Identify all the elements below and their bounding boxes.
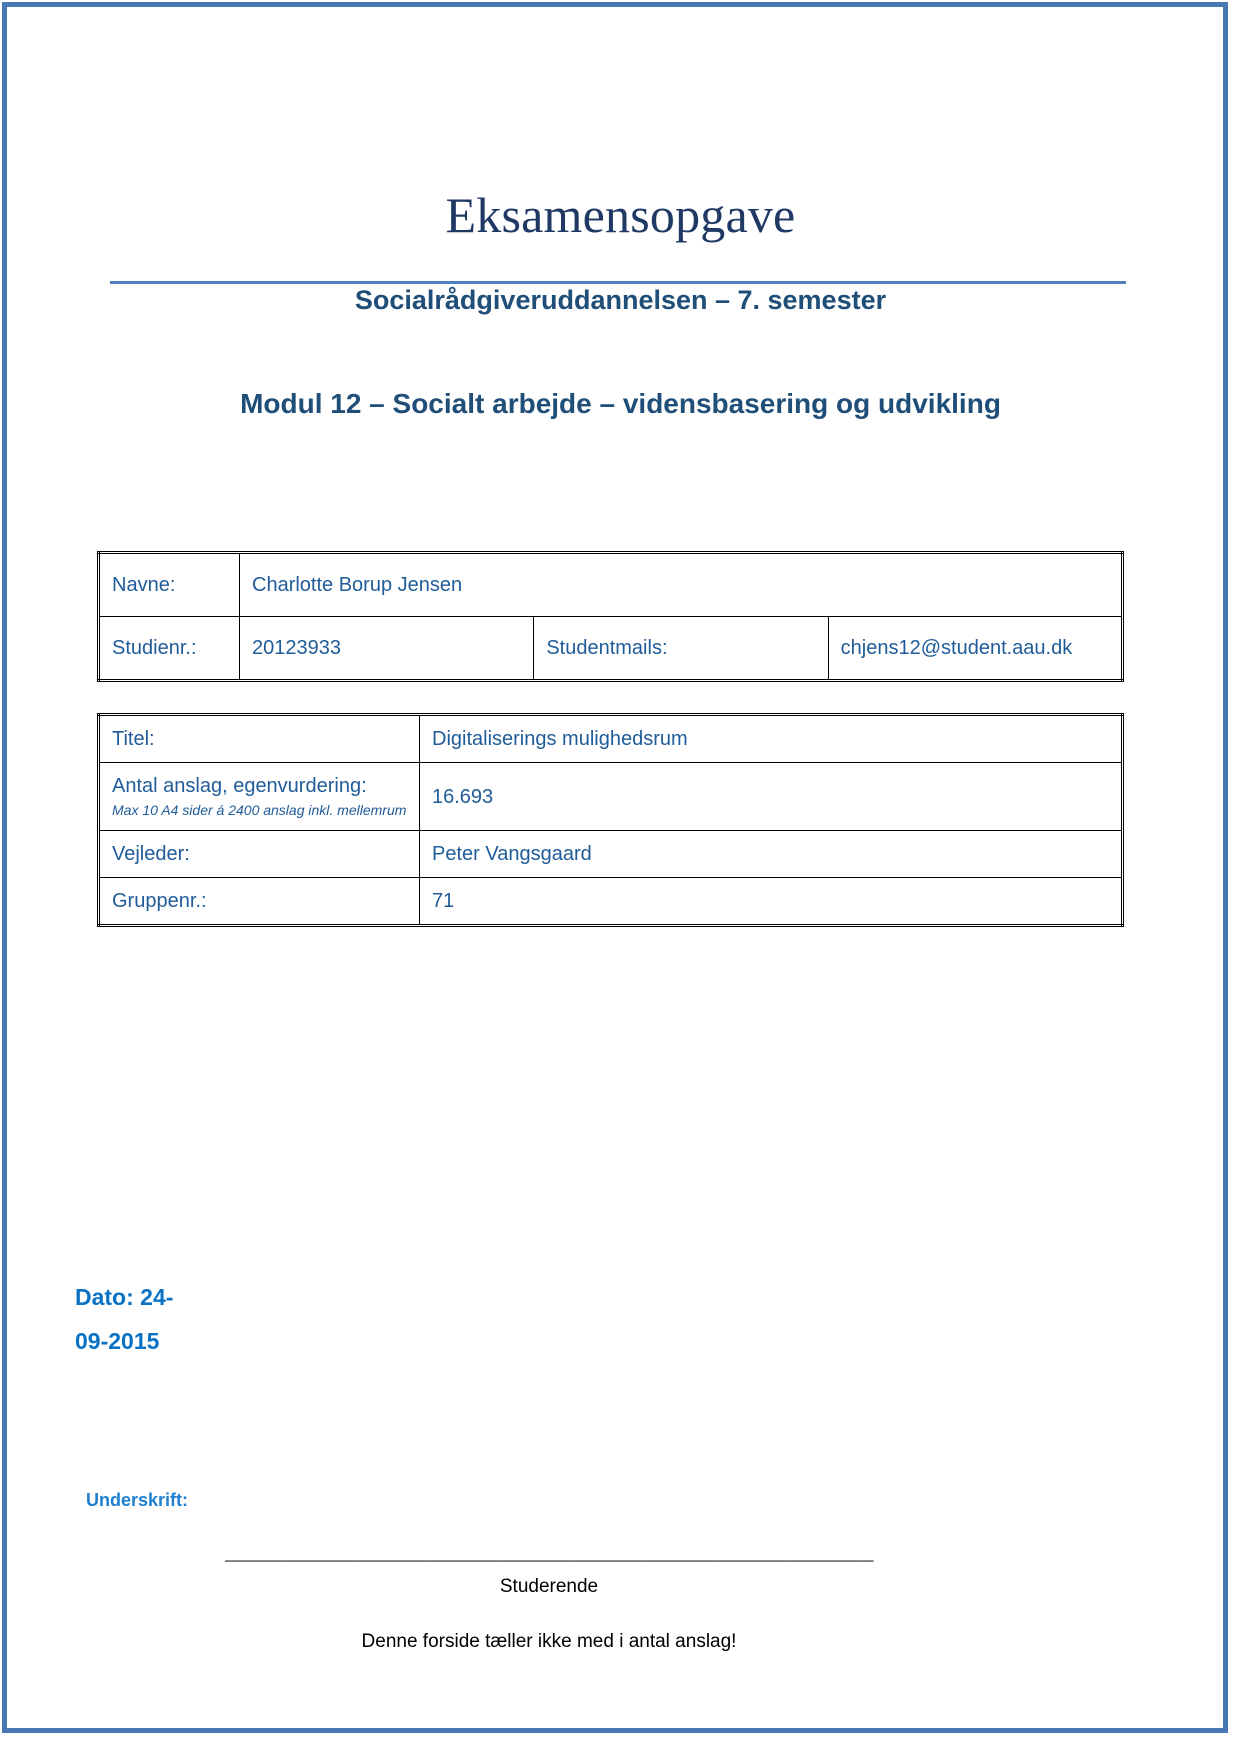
student-mail-label: Studentmails:	[534, 617, 828, 681]
assignment-info-table	[97, 713, 1124, 927]
table-row	[99, 763, 1123, 831]
date-block	[75, 1275, 245, 1363]
title-label: Titel:	[99, 715, 420, 763]
front-page-note: Denne forside tæller ikke med i antal anslag!	[361, 1631, 737, 1652]
signature-line: ________________________________________________________________________	[225, 1543, 873, 1564]
student-number-label: Studienr.:	[99, 617, 240, 681]
name-label: Navne:	[99, 553, 240, 617]
table-row	[99, 715, 1123, 763]
signature-label: Underskrift:	[86, 1490, 189, 1510]
supervisor-value: Peter Vangsgaard	[420, 831, 1123, 878]
personal-info-table	[97, 551, 1124, 682]
page-title: Eksamensopgave	[445, 187, 796, 243]
signature-role-label: Studerende	[499, 1576, 599, 1597]
group-number-value: 71	[420, 878, 1123, 926]
table-row	[99, 553, 1123, 617]
name-value: Charlotte Borup Jensen	[240, 553, 1123, 617]
title-value: Digitaliserings mulighedsrum	[420, 715, 1123, 763]
subtitle: Socialrådgiveruddannelsen – 7. semester	[354, 285, 887, 315]
group-number-label: Gruppenr.:	[99, 878, 420, 926]
student-number-value: 20123933	[240, 617, 534, 681]
module-heading: Modul 12 – Socialt arbejde – vidensbasering og udvikling	[240, 388, 1001, 419]
date-line-1: Dato: 24-	[75, 1284, 174, 1310]
table-row	[99, 878, 1123, 926]
character-count-note: Max 10 A4 sider á 2400 anslag inkl. mellemrum	[112, 802, 407, 818]
table-row	[99, 617, 1123, 681]
date-line-2: 09-2015	[75, 1328, 160, 1354]
table-row	[99, 831, 1123, 878]
supervisor-label: Vejleder:	[99, 831, 420, 878]
character-count-label	[99, 763, 420, 831]
character-count-label-text: Antal anslag, egenvurdering:	[112, 775, 367, 797]
student-mail-value: chjens12@student.aau.dk	[828, 617, 1122, 681]
character-count-value: 16.693	[420, 763, 1123, 831]
